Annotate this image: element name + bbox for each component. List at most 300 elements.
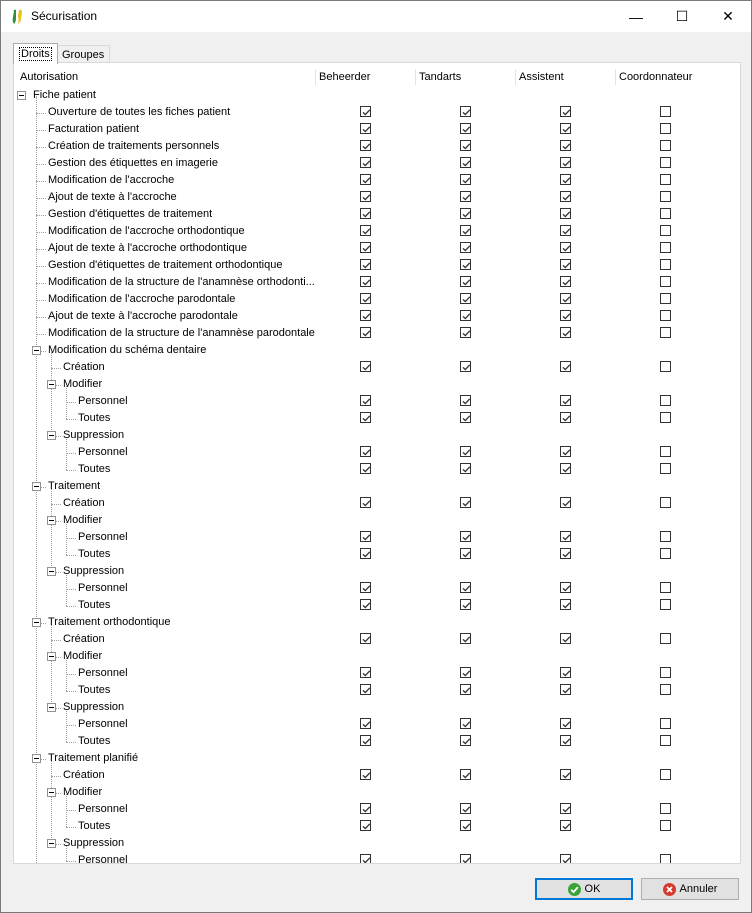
tree-row[interactable] bbox=[14, 393, 738, 410]
tree-row[interactable] bbox=[14, 597, 738, 614]
checkbox-coordonnateur[interactable] bbox=[660, 140, 671, 151]
checkmark-icon bbox=[561, 107, 572, 118]
permission-label: Personnel bbox=[78, 446, 128, 458]
tree-row[interactable] bbox=[14, 308, 738, 325]
checkbox-assistent[interactable] bbox=[560, 582, 571, 593]
tree-row[interactable] bbox=[14, 716, 738, 733]
checkmark-icon bbox=[561, 668, 572, 679]
checkbox-assistent[interactable] bbox=[560, 463, 571, 474]
tree-row[interactable] bbox=[14, 580, 738, 597]
checkbox-beheerder[interactable] bbox=[360, 684, 371, 695]
column-separator[interactable] bbox=[515, 69, 516, 85]
tree-row[interactable] bbox=[14, 784, 738, 801]
checkbox-tandarts[interactable] bbox=[460, 310, 471, 321]
checkmark-icon bbox=[461, 770, 472, 781]
column-separator[interactable] bbox=[315, 69, 316, 85]
collapse-toggle-icon[interactable] bbox=[32, 346, 41, 355]
checkbox-coordonnateur[interactable] bbox=[660, 225, 671, 236]
window-title: Sécurisation bbox=[31, 9, 98, 23]
checkmark-icon bbox=[361, 498, 372, 509]
checkbox-coordonnateur[interactable] bbox=[660, 820, 671, 831]
checkbox-coordonnateur[interactable] bbox=[660, 769, 671, 780]
permission-label: Suppression bbox=[63, 565, 125, 577]
collapse-toggle-icon[interactable] bbox=[32, 482, 41, 491]
checkmark-icon bbox=[561, 634, 572, 645]
checkbox-assistent[interactable] bbox=[560, 667, 571, 678]
checkbox-beheerder[interactable] bbox=[360, 599, 371, 610]
checkbox-tandarts[interactable] bbox=[460, 123, 471, 134]
tree-connector-line bbox=[66, 538, 76, 539]
checkbox-tandarts[interactable] bbox=[460, 174, 471, 185]
collapse-toggle-icon[interactable] bbox=[47, 839, 56, 848]
checkbox-coordonnateur[interactable] bbox=[660, 208, 671, 219]
checkbox-beheerder[interactable] bbox=[360, 157, 371, 168]
checkmark-icon bbox=[561, 328, 572, 339]
collapse-toggle-icon[interactable] bbox=[17, 91, 26, 100]
tree-row[interactable] bbox=[14, 529, 738, 546]
checkbox-beheerder[interactable] bbox=[360, 106, 371, 117]
checkbox-beheerder[interactable] bbox=[360, 463, 371, 474]
checkbox-tandarts[interactable] bbox=[460, 242, 471, 253]
cancel-button[interactable] bbox=[641, 878, 739, 900]
checkbox-coordonnateur[interactable] bbox=[660, 463, 671, 474]
tree-row[interactable] bbox=[14, 631, 738, 648]
collapse-toggle-icon[interactable] bbox=[47, 516, 56, 525]
tree-connector-line bbox=[36, 232, 46, 233]
checkbox-tandarts[interactable] bbox=[460, 531, 471, 542]
checkbox-tandarts[interactable] bbox=[460, 718, 471, 729]
checkmark-icon bbox=[461, 107, 472, 118]
checkbox-tandarts[interactable] bbox=[460, 582, 471, 593]
tree-connector-line bbox=[66, 827, 76, 828]
checkbox-beheerder[interactable] bbox=[360, 820, 371, 831]
checkbox-coordonnateur[interactable] bbox=[660, 446, 671, 457]
tree-connector-line bbox=[36, 147, 46, 148]
permission-label: Modification du schéma dentaire bbox=[48, 344, 207, 356]
checkbox-assistent[interactable] bbox=[560, 599, 571, 610]
checkbox-tandarts[interactable] bbox=[460, 395, 471, 406]
tree-row[interactable] bbox=[14, 257, 738, 274]
checkbox-beheerder[interactable] bbox=[360, 446, 371, 457]
checkbox-beheerder[interactable] bbox=[360, 123, 371, 134]
check-circle-icon bbox=[568, 883, 581, 896]
checkbox-assistent[interactable] bbox=[560, 174, 571, 185]
checkbox-coordonnateur[interactable] bbox=[660, 633, 671, 644]
checkbox-tandarts[interactable] bbox=[460, 412, 471, 423]
permission-label: Toutes bbox=[78, 684, 111, 696]
checkbox-assistent[interactable] bbox=[560, 854, 571, 864]
checkbox-coordonnateur[interactable] bbox=[660, 327, 671, 338]
checkmark-icon bbox=[561, 685, 572, 696]
checkbox-beheerder[interactable] bbox=[360, 208, 371, 219]
collapse-toggle-icon[interactable] bbox=[47, 567, 56, 576]
column-header-beheerder[interactable]: Beheerder bbox=[319, 71, 371, 83]
tree-row[interactable] bbox=[14, 155, 738, 172]
tree-row[interactable] bbox=[14, 665, 738, 682]
checkmark-icon bbox=[461, 294, 472, 305]
checkmark-icon bbox=[461, 226, 472, 237]
tree-row[interactable] bbox=[14, 138, 738, 155]
checkbox-coordonnateur[interactable] bbox=[660, 497, 671, 508]
collapse-toggle-icon[interactable] bbox=[32, 618, 41, 627]
tree-row[interactable] bbox=[14, 223, 738, 240]
collapse-toggle-icon[interactable] bbox=[32, 754, 41, 763]
checkbox-tandarts[interactable] bbox=[460, 225, 471, 236]
checkbox-beheerder[interactable] bbox=[360, 225, 371, 236]
column-header-tandarts[interactable]: Tandarts bbox=[419, 71, 462, 83]
checkmark-icon bbox=[561, 549, 572, 560]
checkbox-coordonnateur[interactable] bbox=[660, 310, 671, 321]
column-header-autorisation[interactable]: Autorisation bbox=[20, 71, 79, 83]
checkbox-tandarts[interactable] bbox=[460, 548, 471, 559]
checkbox-beheerder[interactable] bbox=[360, 633, 371, 644]
tree-row[interactable] bbox=[14, 495, 738, 512]
checkbox-coordonnateur[interactable] bbox=[660, 242, 671, 253]
checkbox-coordonnateur[interactable] bbox=[660, 735, 671, 746]
checkbox-assistent[interactable] bbox=[560, 276, 571, 287]
checkbox-beheerder[interactable] bbox=[360, 191, 371, 202]
checkmark-icon bbox=[461, 243, 472, 254]
permission-label: Suppression bbox=[63, 701, 125, 713]
collapse-toggle-icon[interactable] bbox=[47, 703, 56, 712]
checkbox-tandarts[interactable] bbox=[460, 208, 471, 219]
tree-row[interactable] bbox=[14, 835, 738, 852]
checkmark-icon bbox=[361, 107, 372, 118]
checkbox-assistent[interactable] bbox=[560, 191, 571, 202]
checkbox-coordonnateur[interactable] bbox=[660, 191, 671, 202]
tree-connector-line bbox=[66, 419, 76, 420]
permission-label: Ajout de texte à l'accroche bbox=[48, 191, 177, 203]
tree-row[interactable] bbox=[14, 767, 738, 784]
checkbox-beheerder[interactable] bbox=[360, 803, 371, 814]
checkmark-icon bbox=[461, 413, 472, 424]
checkbox-coordonnateur[interactable] bbox=[660, 412, 671, 423]
checkmark-icon bbox=[561, 396, 572, 407]
checkbox-assistent[interactable] bbox=[560, 820, 571, 831]
checkmark-icon bbox=[461, 277, 472, 288]
permission-label: Traitement orthodontique bbox=[48, 616, 171, 628]
checkbox-coordonnateur[interactable] bbox=[660, 684, 671, 695]
checkmark-icon bbox=[361, 804, 372, 815]
checkbox-coordonnateur[interactable] bbox=[660, 157, 671, 168]
checkmark-icon bbox=[361, 192, 372, 203]
tree-connector-line bbox=[36, 113, 46, 114]
collapse-toggle-icon[interactable] bbox=[47, 380, 56, 389]
checkbox-assistent[interactable] bbox=[560, 259, 571, 270]
checkbox-coordonnateur[interactable] bbox=[660, 599, 671, 610]
checkbox-beheerder[interactable] bbox=[360, 174, 371, 185]
tab-droits[interactable] bbox=[13, 43, 58, 64]
checkbox-coordonnateur[interactable] bbox=[660, 259, 671, 270]
checkbox-coordonnateur[interactable] bbox=[660, 276, 671, 287]
tree-connector-line bbox=[66, 589, 76, 590]
permission-label: Ajout de texte à l'accroche parodontale bbox=[48, 310, 238, 322]
tree-row[interactable] bbox=[14, 682, 738, 699]
checkbox-beheerder[interactable] bbox=[360, 497, 371, 508]
checkmark-icon bbox=[561, 413, 572, 424]
checkmark-icon bbox=[461, 464, 472, 475]
tree-connector-line bbox=[36, 215, 46, 216]
checkbox-assistent[interactable] bbox=[560, 395, 571, 406]
column-separator[interactable] bbox=[615, 69, 616, 85]
checkbox-assistent[interactable] bbox=[560, 310, 571, 321]
checkbox-tandarts[interactable] bbox=[460, 497, 471, 508]
checkbox-beheerder[interactable] bbox=[360, 548, 371, 559]
checkbox-tandarts[interactable] bbox=[460, 293, 471, 304]
checkbox-tandarts[interactable] bbox=[460, 684, 471, 695]
checkmark-icon bbox=[461, 260, 472, 271]
checkbox-tandarts[interactable] bbox=[460, 259, 471, 270]
checkbox-tandarts[interactable] bbox=[460, 361, 471, 372]
checkbox-tandarts[interactable] bbox=[460, 106, 471, 117]
checkbox-coordonnateur[interactable] bbox=[660, 531, 671, 542]
title-bar[interactable] bbox=[1, 1, 751, 32]
tree-row[interactable] bbox=[14, 104, 738, 121]
checkbox-assistent[interactable] bbox=[560, 803, 571, 814]
checkbox-beheerder[interactable] bbox=[360, 276, 371, 287]
checkbox-coordonnateur[interactable] bbox=[660, 803, 671, 814]
checkbox-tandarts[interactable] bbox=[460, 157, 471, 168]
permission-label: Création bbox=[63, 361, 105, 373]
checkbox-coordonnateur[interactable] bbox=[660, 718, 671, 729]
tree-connector-line bbox=[66, 725, 76, 726]
checkmark-icon bbox=[461, 447, 472, 458]
permission-label: Suppression bbox=[63, 429, 125, 441]
checkbox-assistent[interactable] bbox=[560, 293, 571, 304]
checkmark-icon bbox=[561, 192, 572, 203]
checkmark-icon bbox=[361, 277, 372, 288]
checkmark-icon bbox=[561, 226, 572, 237]
minimize-button[interactable]: — bbox=[629, 8, 643, 25]
checkbox-assistent[interactable] bbox=[560, 208, 571, 219]
checkmark-icon bbox=[361, 141, 372, 152]
tree-row[interactable] bbox=[14, 648, 738, 665]
checkbox-tandarts[interactable] bbox=[460, 446, 471, 457]
checkbox-tandarts[interactable] bbox=[460, 276, 471, 287]
tree-row[interactable] bbox=[14, 427, 738, 444]
checkbox-assistent[interactable] bbox=[560, 225, 571, 236]
tree-row[interactable] bbox=[14, 461, 738, 478]
checkbox-assistent[interactable] bbox=[560, 548, 571, 559]
checkbox-coordonnateur[interactable] bbox=[660, 123, 671, 134]
tree-row[interactable] bbox=[14, 750, 738, 767]
checkbox-coordonnateur[interactable] bbox=[660, 582, 671, 593]
checkbox-beheerder[interactable] bbox=[360, 412, 371, 423]
checkmark-icon bbox=[361, 600, 372, 611]
checkmark-icon bbox=[361, 855, 372, 864]
checkbox-assistent[interactable] bbox=[560, 242, 571, 253]
column-header-coordonnateur[interactable]: Coordonnateur bbox=[619, 71, 693, 83]
tree-row[interactable] bbox=[14, 852, 738, 864]
tree-row[interactable] bbox=[14, 614, 738, 631]
permissions-tree[interactable] bbox=[13, 62, 741, 864]
tree-row[interactable] bbox=[14, 274, 738, 291]
tree-connector-line bbox=[66, 810, 76, 811]
checkbox-assistent[interactable] bbox=[560, 497, 571, 508]
checkbox-assistent[interactable] bbox=[560, 327, 571, 338]
permission-label: Modification de la structure de l'anamnèse orthodonti... bbox=[48, 276, 315, 288]
tree-row[interactable] bbox=[14, 189, 738, 206]
checkbox-tandarts[interactable] bbox=[460, 327, 471, 338]
checkbox-beheerder[interactable] bbox=[360, 327, 371, 338]
collapse-toggle-icon[interactable] bbox=[47, 652, 56, 661]
checkbox-assistent[interactable] bbox=[560, 157, 571, 168]
permission-label: Personnel bbox=[78, 667, 128, 679]
checkbox-beheerder[interactable] bbox=[360, 735, 371, 746]
checkbox-assistent[interactable] bbox=[560, 106, 571, 117]
checkbox-beheerder[interactable] bbox=[360, 242, 371, 253]
checkbox-beheerder[interactable] bbox=[360, 293, 371, 304]
checkmark-icon bbox=[461, 804, 472, 815]
checkbox-assistent[interactable] bbox=[560, 684, 571, 695]
tree-row[interactable] bbox=[14, 325, 738, 342]
checkmark-icon bbox=[561, 770, 572, 781]
checkbox-beheerder[interactable] bbox=[360, 582, 371, 593]
column-header-assistent[interactable]: Assistent bbox=[519, 71, 564, 83]
checkmark-icon bbox=[361, 158, 372, 169]
close-button[interactable]: ✕ bbox=[722, 8, 734, 24]
checkbox-tandarts[interactable] bbox=[460, 854, 471, 864]
permission-label: Traitement bbox=[48, 480, 101, 492]
checkbox-beheerder[interactable] bbox=[360, 395, 371, 406]
checkbox-beheerder[interactable] bbox=[360, 310, 371, 321]
tree-connector-line bbox=[36, 249, 46, 250]
checkbox-assistent[interactable] bbox=[560, 361, 571, 372]
tree-row[interactable] bbox=[14, 87, 738, 104]
checkmark-icon bbox=[461, 736, 472, 747]
checkmark-icon bbox=[461, 685, 472, 696]
checkbox-coordonnateur[interactable] bbox=[660, 667, 671, 678]
ok-button[interactable] bbox=[535, 878, 633, 900]
checkbox-assistent[interactable] bbox=[560, 769, 571, 780]
checkbox-coordonnateur[interactable] bbox=[660, 395, 671, 406]
tree-connector-line bbox=[66, 742, 76, 743]
checkbox-beheerder[interactable] bbox=[360, 769, 371, 780]
tree-connector-line bbox=[51, 368, 61, 369]
permission-label: Modifier bbox=[63, 378, 103, 390]
checkbox-assistent[interactable] bbox=[560, 412, 571, 423]
checkbox-coordonnateur[interactable] bbox=[660, 293, 671, 304]
tree-row[interactable] bbox=[14, 240, 738, 257]
checkmark-icon bbox=[461, 719, 472, 730]
checkbox-tandarts[interactable] bbox=[460, 140, 471, 151]
permission-label: Modification de la structure de l'anamnèse parodontale bbox=[48, 327, 315, 339]
tree-row[interactable] bbox=[14, 291, 738, 308]
checkbox-tandarts[interactable] bbox=[460, 599, 471, 610]
tree-row[interactable] bbox=[14, 801, 738, 818]
checkbox-coordonnateur[interactable] bbox=[660, 548, 671, 559]
column-separator[interactable] bbox=[415, 69, 416, 85]
checkbox-beheerder[interactable] bbox=[360, 718, 371, 729]
tree-row[interactable] bbox=[14, 410, 738, 427]
checkbox-beheerder[interactable] bbox=[360, 531, 371, 542]
checkmark-icon bbox=[461, 311, 472, 322]
checkmark-icon bbox=[561, 821, 572, 832]
checkbox-coordonnateur[interactable] bbox=[660, 854, 671, 864]
checkbox-assistent[interactable] bbox=[560, 123, 571, 134]
checkbox-coordonnateur[interactable] bbox=[660, 174, 671, 185]
tree-row[interactable] bbox=[14, 376, 738, 393]
checkmark-icon bbox=[561, 141, 572, 152]
tree-row[interactable] bbox=[14, 172, 738, 189]
checkmark-icon bbox=[461, 396, 472, 407]
tree-row[interactable] bbox=[14, 699, 738, 716]
tree-row[interactable] bbox=[14, 478, 738, 495]
tab-groupes-label: Groupes bbox=[62, 49, 105, 61]
checkbox-tandarts[interactable] bbox=[460, 820, 471, 831]
checkbox-tandarts[interactable] bbox=[460, 191, 471, 202]
checkmark-icon bbox=[461, 855, 472, 864]
checkbox-beheerder[interactable] bbox=[360, 667, 371, 678]
tree-row[interactable] bbox=[14, 206, 738, 223]
collapse-toggle-icon[interactable] bbox=[47, 788, 56, 797]
checkbox-beheerder[interactable] bbox=[360, 140, 371, 151]
tree-row[interactable] bbox=[14, 546, 738, 563]
tree-row[interactable] bbox=[14, 121, 738, 138]
tree-row[interactable] bbox=[14, 512, 738, 529]
checkmark-icon bbox=[361, 736, 372, 747]
tree-row[interactable] bbox=[14, 342, 738, 359]
checkbox-beheerder[interactable] bbox=[360, 259, 371, 270]
checkbox-assistent[interactable] bbox=[560, 735, 571, 746]
permission-label: Personnel bbox=[78, 582, 128, 594]
tab-droits-label: Droits bbox=[21, 48, 50, 60]
permission-label: Personnel bbox=[78, 531, 128, 543]
checkbox-coordonnateur[interactable] bbox=[660, 361, 671, 372]
checkbox-tandarts[interactable] bbox=[460, 803, 471, 814]
checkmark-icon bbox=[561, 719, 572, 730]
tree-row[interactable] bbox=[14, 359, 738, 376]
permission-label: Personnel bbox=[78, 395, 128, 407]
checkmark-icon bbox=[361, 583, 372, 594]
checkmark-icon bbox=[561, 277, 572, 288]
checkmark-icon bbox=[461, 668, 472, 679]
checkmark-icon bbox=[361, 447, 372, 458]
checkbox-assistent[interactable] bbox=[560, 446, 571, 457]
checkmark-icon bbox=[361, 209, 372, 220]
tree-connector-line bbox=[36, 130, 46, 131]
checkbox-coordonnateur[interactable] bbox=[660, 106, 671, 117]
tree-connector-line bbox=[36, 164, 46, 165]
checkbox-tandarts[interactable] bbox=[460, 463, 471, 474]
maximize-button[interactable]: ☐ bbox=[675, 8, 689, 24]
checkbox-beheerder[interactable] bbox=[360, 854, 371, 864]
tree-connector-line bbox=[51, 640, 61, 641]
checkbox-assistent[interactable] bbox=[560, 718, 571, 729]
checkbox-assistent[interactable] bbox=[560, 531, 571, 542]
checkmark-icon bbox=[561, 855, 572, 864]
cancel-button-label: Annuler bbox=[679, 883, 718, 895]
checkmark-icon bbox=[361, 668, 372, 679]
tree-row[interactable] bbox=[14, 733, 738, 750]
collapse-toggle-icon[interactable] bbox=[47, 431, 56, 440]
checkbox-tandarts[interactable] bbox=[460, 633, 471, 644]
tree-row[interactable] bbox=[14, 818, 738, 835]
permission-label: Toutes bbox=[78, 735, 111, 747]
checkbox-tandarts[interactable] bbox=[460, 735, 471, 746]
tree-row[interactable] bbox=[14, 563, 738, 580]
checkbox-tandarts[interactable] bbox=[460, 769, 471, 780]
checkbox-assistent[interactable] bbox=[560, 633, 571, 644]
checkbox-beheerder[interactable] bbox=[360, 361, 371, 372]
checkmark-icon bbox=[461, 328, 472, 339]
tree-row[interactable] bbox=[14, 444, 738, 461]
permission-label: Suppression bbox=[63, 837, 125, 849]
checkbox-tandarts[interactable] bbox=[460, 667, 471, 678]
checkmark-icon bbox=[361, 124, 372, 135]
tree-connector-line bbox=[36, 198, 46, 199]
checkbox-assistent[interactable] bbox=[560, 140, 571, 151]
